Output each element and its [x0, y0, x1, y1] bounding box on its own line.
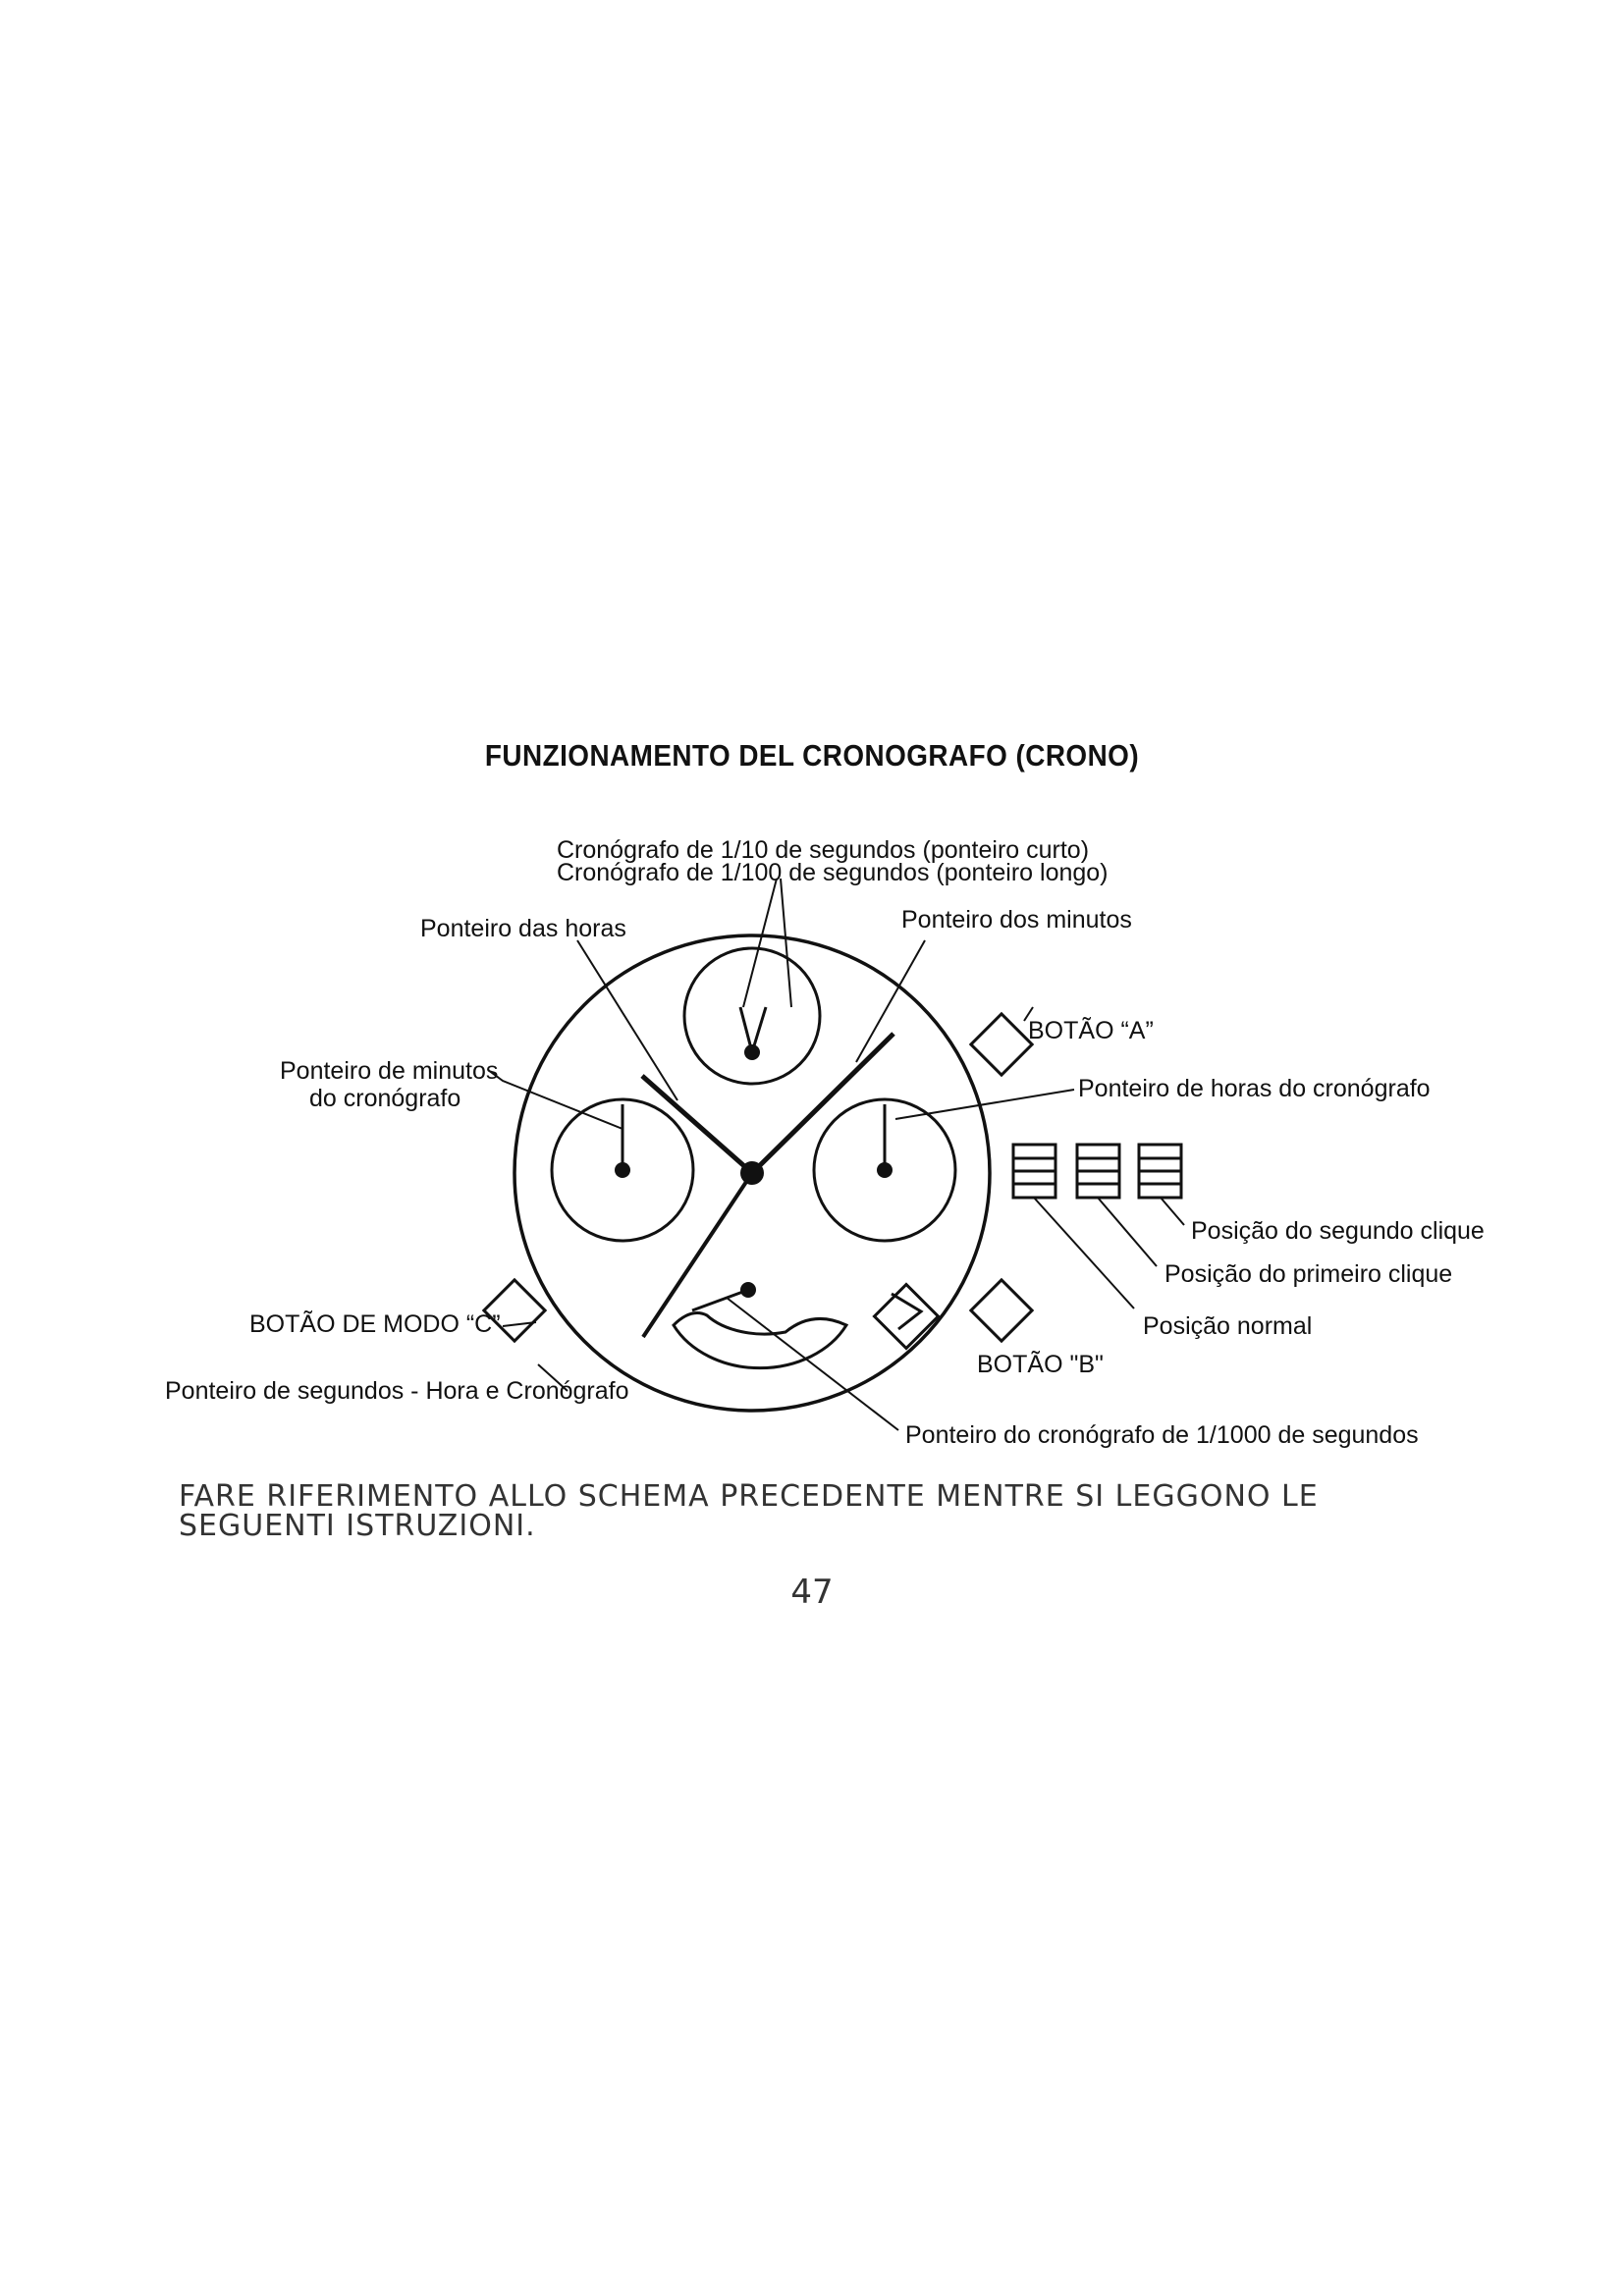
pusher-icon[interactable]	[971, 1014, 1032, 1075]
subdial-right-pivot	[877, 1162, 893, 1178]
label-chrono-hours: Ponteiro de horas do cronógrafo	[1078, 1075, 1431, 1102]
label-chrono-minutes-1: Ponteiro de minutos	[280, 1057, 499, 1085]
label-crown-normal: Posição normal	[1143, 1312, 1313, 1340]
label-hour-hand: Ponteiro das horas	[420, 915, 626, 942]
label-mode-button: BOTÃO DE MODO “C”	[249, 1310, 501, 1338]
label-button-a: BOTÃO “A”	[1028, 1017, 1154, 1044]
page-number: 47	[790, 1573, 834, 1612]
date-window-icon	[874, 1284, 938, 1348]
page-title: FUNZIONAMENTO DEL CRONOGRAFO (CRONO)	[484, 738, 1140, 773]
label-tenth-seconds: Cronógrafo de 1/10 de segundos (ponteiro curto)	[557, 836, 1090, 864]
label-minute-hand: Ponteiro dos minutos	[901, 906, 1132, 934]
subdial-bottom-arc	[674, 1313, 846, 1368]
subdial-bottom-pivot	[740, 1282, 756, 1298]
label-crown-first-click: Posição do primeiro clique	[1164, 1260, 1453, 1288]
label-button-b: BOTÃO "B"	[977, 1351, 1104, 1378]
label-hundredth-seconds: Cronógrafo de 1/100 de segundos (ponteiro longo)	[557, 859, 1109, 886]
label-chrono-minutes-2: do cronógrafo	[309, 1085, 461, 1112]
hand-hours	[642, 1076, 752, 1173]
hand-minutes	[752, 1034, 893, 1173]
instruction-text: FARE RIFERIMENTO ALLO SCHEMA PRECEDENTE MENTRE SI LEGGONO LE SEGUENTI ISTRUZIONI.	[179, 1479, 1319, 1543]
subdial-left-pivot	[615, 1162, 630, 1178]
label-thousandth-seconds: Ponteiro do cronógrafo de 1/1000 de segundos	[905, 1421, 1419, 1449]
subdial-top-pivot	[744, 1044, 760, 1060]
pusher-icon[interactable]	[971, 1280, 1032, 1341]
crown-icon[interactable]	[1013, 1145, 1181, 1198]
label-crown-second-click: Posição do segundo clique	[1191, 1217, 1485, 1245]
label-seconds-hand: Ponteiro de segundos - Hora e Cronógrafo	[165, 1377, 629, 1405]
center-pivot	[740, 1161, 764, 1185]
subdial-top	[684, 948, 820, 1084]
